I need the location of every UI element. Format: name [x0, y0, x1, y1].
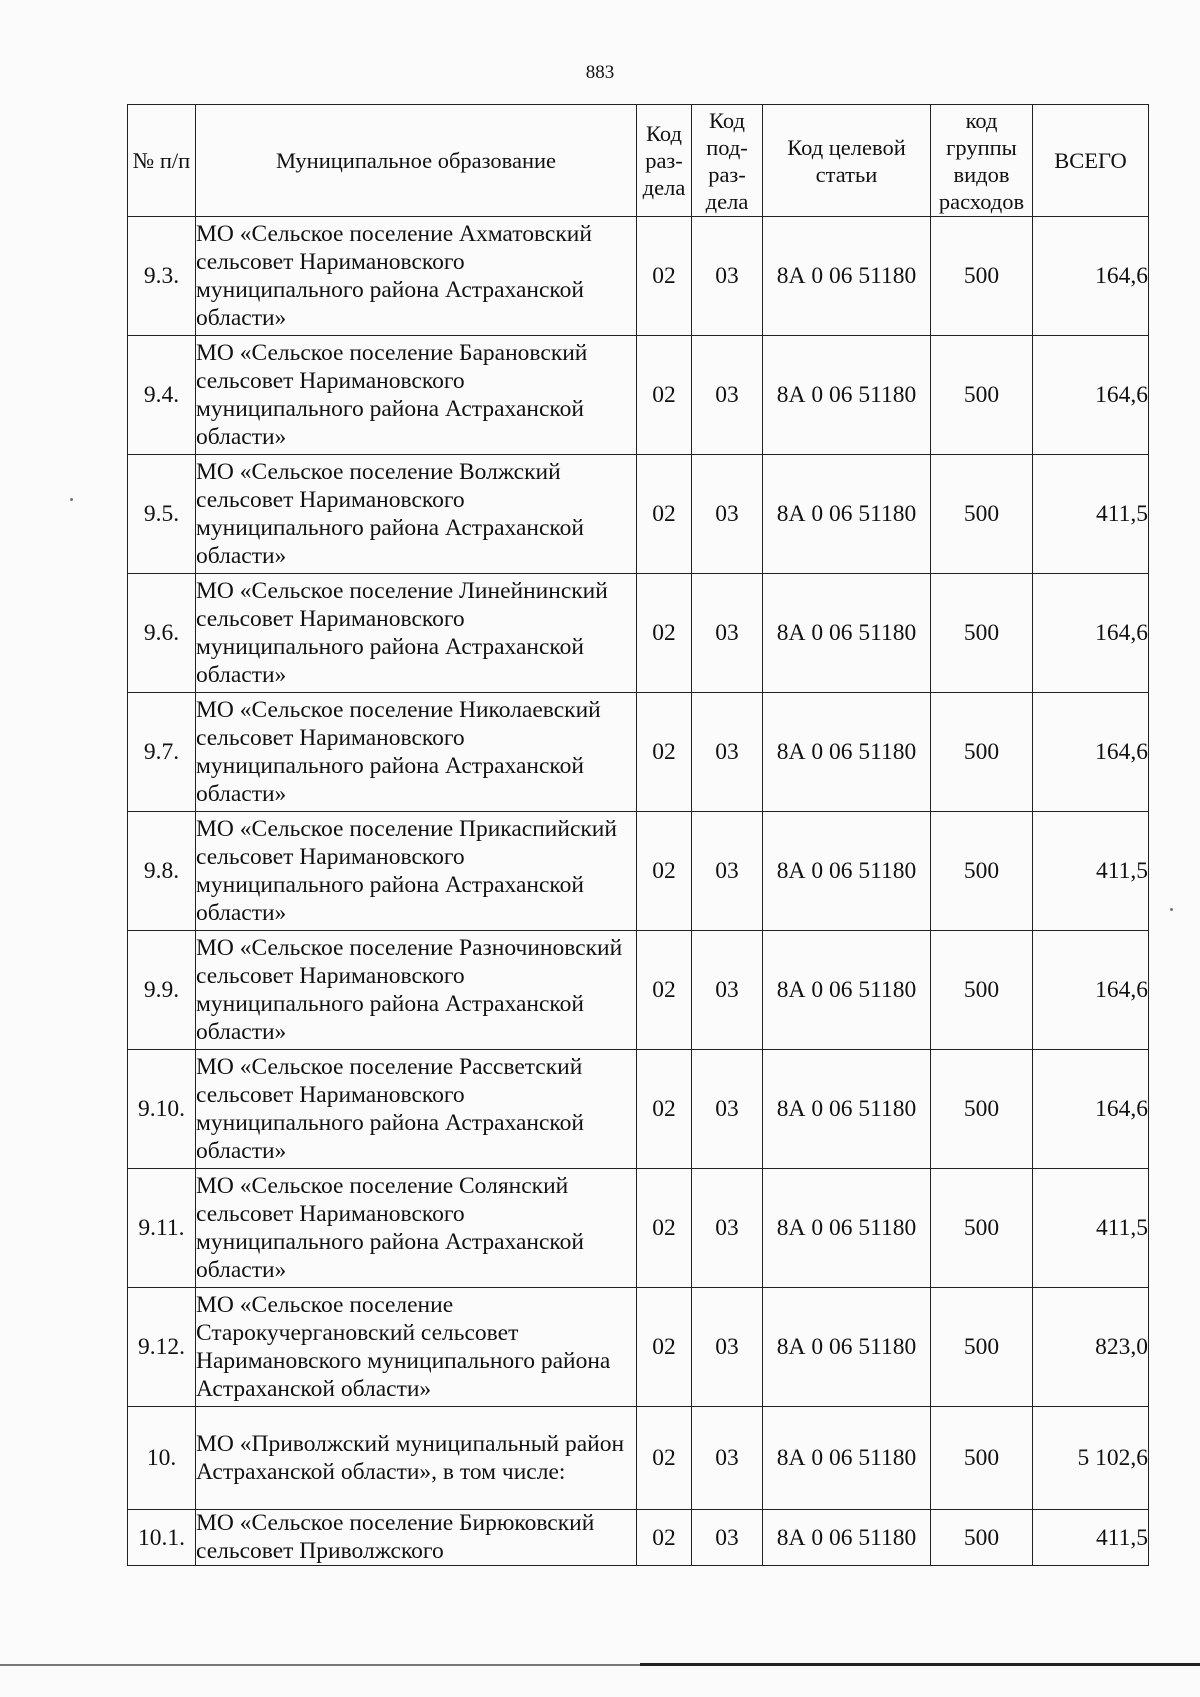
total-amount: 164,6 — [1033, 931, 1149, 1050]
expense-group-code: 500 — [931, 217, 1033, 336]
subsection-code: 03 — [692, 1169, 763, 1288]
total-amount: 411,5 — [1033, 1169, 1149, 1288]
target-article-code: 8А 0 06 51180 — [763, 931, 931, 1050]
header-subsection: Код под-раз-дела — [692, 105, 763, 217]
subsection-code: 03 — [692, 455, 763, 574]
section-code: 02 — [637, 931, 692, 1050]
section-code: 02 — [637, 812, 692, 931]
row-number: 10.1. — [128, 1510, 196, 1566]
scan-speck — [70, 498, 73, 501]
row-number: 9.12. — [128, 1288, 196, 1407]
section-code: 02 — [637, 1169, 692, 1288]
expense-group-code: 500 — [931, 455, 1033, 574]
subsection-code: 03 — [692, 336, 763, 455]
page-number: 883 — [585, 62, 615, 83]
total-amount: 164,6 — [1033, 574, 1149, 693]
scan-speck — [1170, 908, 1173, 911]
table-row — [128, 217, 1149, 336]
expense-group-code: 500 — [931, 1288, 1033, 1407]
municipality-name: МО «Сельское поселение Николаевский сельсовет Наримановского муниципального района Астраханской области» — [196, 693, 637, 812]
row-number: 9.9. — [128, 931, 196, 1050]
row-number: 9.3. — [128, 217, 196, 336]
header-group: код группы видов расходов — [931, 105, 1033, 217]
row-number: 9.10. — [128, 1050, 196, 1169]
municipality-name: МО «Сельское поселение Волжский сельсовет Наримановского муниципального района Астраханской области» — [196, 455, 637, 574]
table-header-row — [128, 105, 1149, 217]
target-article-code: 8А 0 06 51180 — [763, 812, 931, 931]
subsection-code: 03 — [692, 1288, 763, 1407]
municipality-name: МО «Сельское поселение Старокучергановский сельсовет Наримановского муниципального района Астраханской области» — [196, 1288, 637, 1407]
target-article-code: 8А 0 06 51180 — [763, 217, 931, 336]
total-amount: 411,5 — [1033, 812, 1149, 931]
total-amount: 164,6 — [1033, 217, 1149, 336]
total-amount: 823,0 — [1033, 1288, 1149, 1407]
municipality-name: МО «Сельское поселение Прикаспийский сельсовет Наримановского муниципального района Астраханской области» — [196, 812, 637, 931]
total-amount: 411,5 — [1033, 1510, 1149, 1566]
section-code: 02 — [637, 1407, 692, 1510]
target-article-code: 8А 0 06 51180 — [763, 693, 931, 812]
municipality-name: МО «Сельское поселение Бирюковский сельсовет Приволжского — [196, 1510, 637, 1566]
table-row — [128, 812, 1149, 931]
total-amount: 164,6 — [1033, 336, 1149, 455]
table-row — [128, 1169, 1149, 1288]
section-code: 02 — [637, 1050, 692, 1169]
row-number: 9.4. — [128, 336, 196, 455]
row-number: 10. — [128, 1407, 196, 1510]
header-section: Код раз-дела — [637, 105, 692, 217]
subsection-code: 03 — [692, 1050, 763, 1169]
target-article-code: 8А 0 06 51180 — [763, 1169, 931, 1288]
municipality-name: МО «Сельское поселение Линейнинский сельсовет Наримановского муниципального района Астраханской области» — [196, 574, 637, 693]
scan-edge-line-dark — [640, 1663, 1200, 1666]
target-article-code: 8А 0 06 51180 — [763, 455, 931, 574]
row-number: 9.8. — [128, 812, 196, 931]
table-row — [128, 574, 1149, 693]
table-row — [128, 1050, 1149, 1169]
expense-group-code: 500 — [931, 931, 1033, 1050]
target-article-code: 8А 0 06 51180 — [763, 1288, 931, 1407]
table-row — [128, 1510, 1149, 1566]
total-amount: 411,5 — [1033, 455, 1149, 574]
expense-group-code: 500 — [931, 693, 1033, 812]
section-code: 02 — [637, 336, 692, 455]
section-code: 02 — [637, 1510, 692, 1566]
section-code: 02 — [637, 574, 692, 693]
target-article-code: 8А 0 06 51180 — [763, 336, 931, 455]
row-number: 9.6. — [128, 574, 196, 693]
target-article-code: 8А 0 06 51180 — [763, 1510, 931, 1566]
subsection-code: 03 — [692, 812, 763, 931]
subsection-code: 03 — [692, 1407, 763, 1510]
table-row — [128, 1407, 1149, 1510]
total-amount: 164,6 — [1033, 693, 1149, 812]
table-row — [128, 1288, 1149, 1407]
municipality-name: МО «Сельское поселение Разночиновский сельсовет Наримановского муниципального района Астраханской области» — [196, 931, 637, 1050]
subsection-code: 03 — [692, 574, 763, 693]
section-code: 02 — [637, 217, 692, 336]
row-number: 9.5. — [128, 455, 196, 574]
subsection-code: 03 — [692, 693, 763, 812]
expense-group-code: 500 — [931, 812, 1033, 931]
expense-group-code: 500 — [931, 574, 1033, 693]
header-name: Муниципальное образование — [196, 105, 637, 217]
target-article-code: 8А 0 06 51180 — [763, 574, 931, 693]
header-total: ВСЕГО — [1033, 105, 1149, 217]
expense-group-code: 500 — [931, 1407, 1033, 1510]
target-article-code: 8А 0 06 51180 — [763, 1407, 931, 1510]
section-code: 02 — [637, 1288, 692, 1407]
municipality-name: МО «Сельское поселение Солянский сельсовет Наримановского муниципального района Астраханской области» — [196, 1169, 637, 1288]
municipality-name: МО «Сельское поселение Рассветский сельсовет Наримановского муниципального района Астраханской области» — [196, 1050, 637, 1169]
table-row — [128, 931, 1149, 1050]
budget-table — [127, 104, 1149, 1566]
municipality-name: МО «Приволжский муниципальный район Астраханской области», в том числе: — [196, 1407, 637, 1510]
header-num: № п/п — [128, 105, 196, 217]
subsection-code: 03 — [692, 217, 763, 336]
subsection-code: 03 — [692, 931, 763, 1050]
total-amount: 5 102,6 — [1033, 1407, 1149, 1510]
expense-group-code: 500 — [931, 336, 1033, 455]
section-code: 02 — [637, 693, 692, 812]
total-amount: 164,6 — [1033, 1050, 1149, 1169]
expense-group-code: 500 — [931, 1510, 1033, 1566]
expense-group-code: 500 — [931, 1050, 1033, 1169]
row-number: 9.7. — [128, 693, 196, 812]
header-target: Код целевой статьи — [763, 105, 931, 217]
municipality-name: МО «Сельское поселение Барановский сельсовет Наримановского муниципального района Астраханской области» — [196, 336, 637, 455]
table-row — [128, 336, 1149, 455]
row-number: 9.11. — [128, 1169, 196, 1288]
target-article-code: 8А 0 06 51180 — [763, 1050, 931, 1169]
section-code: 02 — [637, 455, 692, 574]
municipality-name: МО «Сельское поселение Ахматовский сельсовет Наримановского муниципального района Астраханской области» — [196, 217, 637, 336]
table-row — [128, 693, 1149, 812]
table-row — [128, 455, 1149, 574]
subsection-code: 03 — [692, 1510, 763, 1566]
expense-group-code: 500 — [931, 1169, 1033, 1288]
